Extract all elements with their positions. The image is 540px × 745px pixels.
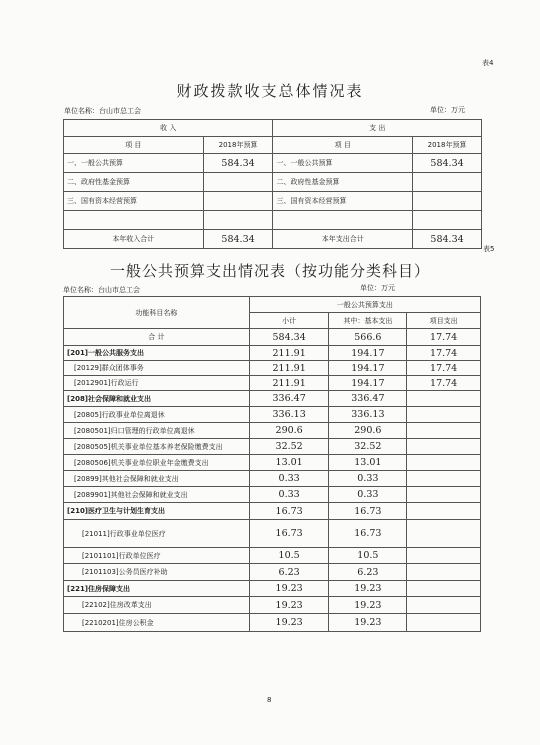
table-row bbox=[64, 564, 481, 581]
income-item: 二、政府性基金预算 bbox=[64, 173, 204, 192]
subtotal-value: 336.13 bbox=[249, 407, 329, 423]
income-value bbox=[203, 192, 273, 211]
basic-value: 194.17 bbox=[329, 361, 407, 376]
subtotal-value: 16.73 bbox=[249, 503, 329, 520]
function-name: [2210201]住房公积金 bbox=[64, 614, 250, 632]
basic-value: 336.13 bbox=[329, 407, 407, 423]
function-name: [208]社会保障和就业支出 bbox=[64, 391, 250, 407]
subtotal-value: 211.91 bbox=[249, 376, 329, 391]
unit-org: 单位名称：台山市总工会 bbox=[64, 107, 141, 115]
subtotal-value: 32.52 bbox=[249, 439, 329, 455]
col-item: 项 目 bbox=[273, 137, 413, 154]
col-function-name: 功能科目名称 bbox=[64, 297, 250, 329]
table-row bbox=[64, 329, 481, 346]
function-name: [2101103]公务员医疗补助 bbox=[64, 564, 250, 581]
basic-value: 336.47 bbox=[329, 391, 407, 407]
project-value: 17.74 bbox=[407, 361, 481, 376]
total-expense-value: 584.34 bbox=[413, 230, 482, 249]
expense-value bbox=[413, 173, 482, 192]
basic-value: 13.01 bbox=[329, 455, 407, 471]
subtotal-value: 584.34 bbox=[249, 329, 329, 346]
basic-value: 0.33 bbox=[329, 487, 407, 503]
table-row bbox=[64, 376, 481, 391]
function-name: [2089901]其他社会保障和就业支出 bbox=[64, 487, 250, 503]
function-name: [22102]住房改革支出 bbox=[64, 597, 250, 614]
expense-item bbox=[273, 211, 413, 230]
expense-value bbox=[413, 192, 482, 211]
basic-value: 16.73 bbox=[329, 503, 407, 520]
subtotal-value: 211.91 bbox=[249, 361, 329, 376]
group-header: 一般公共预算支出 bbox=[249, 297, 480, 313]
income-item: 三、国有资本经营预算 bbox=[64, 192, 204, 211]
expense-value: 584.34 bbox=[413, 154, 482, 173]
table-row bbox=[64, 361, 481, 376]
subtotal-value: 6.23 bbox=[249, 564, 329, 581]
total-row bbox=[64, 230, 482, 249]
basic-value: 10.5 bbox=[329, 548, 407, 564]
basic-value: 32.52 bbox=[329, 439, 407, 455]
table-row bbox=[64, 455, 481, 471]
subtotal-value: 0.33 bbox=[249, 487, 329, 503]
income-item: 一、一般公共预算 bbox=[64, 154, 204, 173]
basic-value: 566.6 bbox=[329, 329, 407, 346]
function-name: [210]医疗卫生与计划生育支出 bbox=[64, 503, 250, 520]
table-row bbox=[64, 597, 481, 614]
function-expenditure-table bbox=[63, 296, 481, 632]
table-tag: 表5 bbox=[483, 245, 495, 253]
table-row bbox=[64, 423, 481, 439]
subtotal-value: 10.5 bbox=[249, 548, 329, 564]
function-name: [2080501]归口管理的行政单位离退休 bbox=[64, 423, 250, 439]
table-row bbox=[64, 407, 481, 423]
table-row bbox=[64, 346, 481, 361]
basic-value: 0.33 bbox=[329, 471, 407, 487]
project-value bbox=[407, 487, 481, 503]
project-value bbox=[407, 407, 481, 423]
function-name: [221]住房保障支出 bbox=[64, 581, 250, 597]
total-expense-label: 本年支出合计 bbox=[273, 230, 413, 249]
income-value bbox=[203, 211, 273, 230]
project-value bbox=[407, 439, 481, 455]
table-row bbox=[64, 173, 482, 192]
function-name: [20899]其他社会保障和就业支出 bbox=[64, 471, 250, 487]
basic-value: 19.23 bbox=[329, 614, 407, 632]
total-income-value: 584.34 bbox=[203, 230, 273, 249]
project-value bbox=[407, 391, 481, 407]
subtotal-value: 19.23 bbox=[249, 614, 329, 632]
table-tag: 表4 bbox=[482, 59, 494, 67]
project-value bbox=[407, 423, 481, 439]
income-value bbox=[203, 173, 273, 192]
table-row bbox=[64, 154, 482, 173]
function-name: [2080506]机关事业单位职业年金缴费支出 bbox=[64, 455, 250, 471]
page-number: 8 bbox=[267, 696, 272, 704]
section-title: 一般公共预算支出情况表（按功能分类科目） bbox=[109, 262, 430, 280]
basic-value: 194.17 bbox=[329, 376, 407, 391]
subtotal-value: 0.33 bbox=[249, 471, 329, 487]
col-project: 项目支出 bbox=[407, 313, 481, 329]
function-name: [20129]群众团体事务 bbox=[64, 361, 250, 376]
table-row bbox=[64, 548, 481, 564]
basic-value: 19.23 bbox=[329, 581, 407, 597]
col-item: 项 目 bbox=[64, 137, 204, 154]
expense-value bbox=[413, 211, 482, 230]
basic-value: 16.73 bbox=[329, 520, 407, 548]
basic-value: 290.6 bbox=[329, 423, 407, 439]
project-value bbox=[407, 520, 481, 548]
subtotal-value: 19.23 bbox=[249, 597, 329, 614]
project-value bbox=[407, 564, 481, 581]
income-item bbox=[64, 211, 204, 230]
project-value bbox=[407, 455, 481, 471]
function-name: 合 计 bbox=[64, 329, 250, 346]
col-budget: 2018年预算 bbox=[413, 137, 482, 154]
project-value bbox=[407, 548, 481, 564]
function-name: [2101101]行政单位医疗 bbox=[64, 548, 250, 564]
table-row bbox=[64, 192, 482, 211]
project-value bbox=[407, 614, 481, 632]
project-value bbox=[407, 597, 481, 614]
table-row bbox=[64, 487, 481, 503]
table-row bbox=[64, 520, 481, 548]
subtotal-value: 19.23 bbox=[249, 581, 329, 597]
table-row bbox=[64, 211, 482, 230]
basic-value: 194.17 bbox=[329, 346, 407, 361]
function-name: [21011]行政事业单位医疗 bbox=[64, 520, 250, 548]
subtotal-value: 336.47 bbox=[249, 391, 329, 407]
col-budget: 2018年预算 bbox=[203, 137, 273, 154]
expense-item: 二、政府性基金预算 bbox=[273, 173, 413, 192]
revenue-expenditure-table bbox=[63, 119, 482, 249]
project-value bbox=[407, 581, 481, 597]
project-value: 17.74 bbox=[407, 346, 481, 361]
col-subtotal: 小计 bbox=[249, 313, 329, 329]
subtotal-value: 290.6 bbox=[249, 423, 329, 439]
function-name: [20805]行政事业单位离退休 bbox=[64, 407, 250, 423]
table-row bbox=[64, 503, 481, 520]
project-value bbox=[407, 503, 481, 520]
subtotal-value: 13.01 bbox=[249, 455, 329, 471]
page-title: 财政拨款收支总体情况表 bbox=[176, 82, 364, 100]
income-value: 584.34 bbox=[203, 154, 273, 173]
unit-money: 单位：万元 bbox=[430, 106, 465, 114]
function-name: [2012901]行政运行 bbox=[64, 376, 250, 391]
table-row bbox=[64, 439, 481, 455]
basic-value: 19.23 bbox=[329, 597, 407, 614]
table-row bbox=[64, 391, 481, 407]
basic-value: 6.23 bbox=[329, 564, 407, 581]
unit-money: 单位：万元 bbox=[360, 284, 395, 292]
expense-header: 支 出 bbox=[273, 120, 482, 137]
function-name: [201]一般公共服务支出 bbox=[64, 346, 250, 361]
expense-item: 三、国有资本经营预算 bbox=[273, 192, 413, 211]
table-row bbox=[64, 614, 481, 632]
subtotal-value: 211.91 bbox=[249, 346, 329, 361]
project-value: 17.74 bbox=[407, 329, 481, 346]
income-header: 收 入 bbox=[64, 120, 273, 137]
total-income-label: 本年收入合计 bbox=[64, 230, 204, 249]
function-name: [2080505]机关事业单位基本养老保险缴费支出 bbox=[64, 439, 250, 455]
subtotal-value: 16.73 bbox=[249, 520, 329, 548]
project-value bbox=[407, 471, 481, 487]
project-value: 17.74 bbox=[407, 376, 481, 391]
col-basic: 其中：基本支出 bbox=[329, 313, 407, 329]
table-row bbox=[64, 581, 481, 597]
unit-org: 单位名称：台山市总工会 bbox=[63, 286, 140, 294]
table-row bbox=[64, 471, 481, 487]
expense-item: 一、一般公共预算 bbox=[273, 154, 413, 173]
